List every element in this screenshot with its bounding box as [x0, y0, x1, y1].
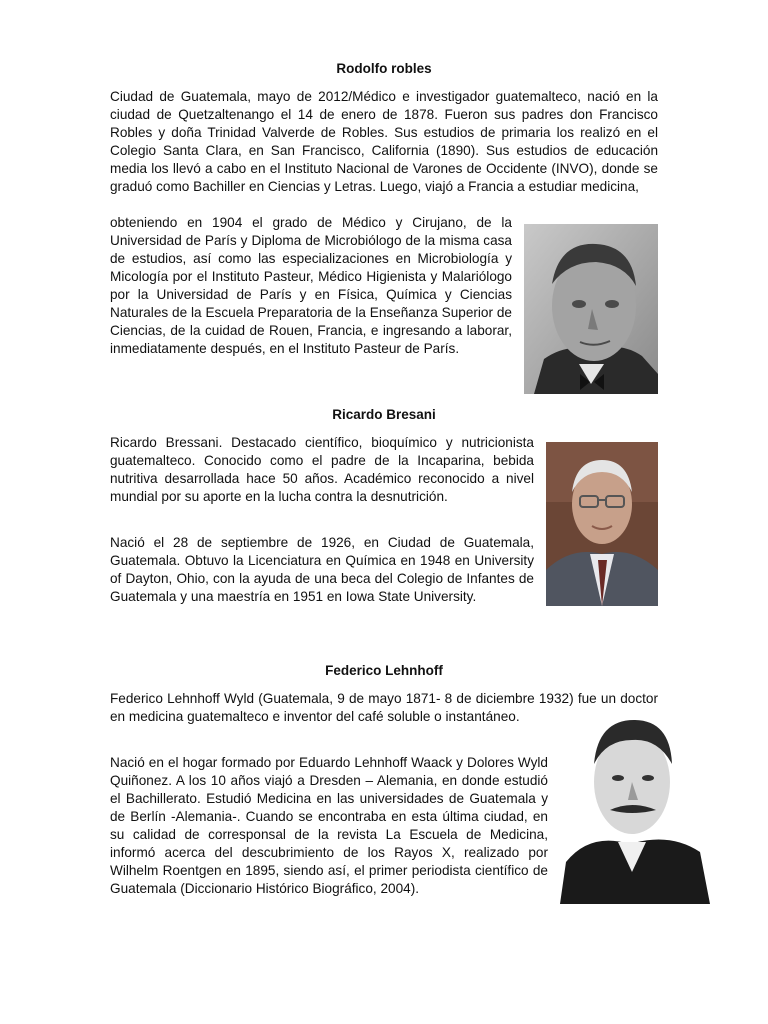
rodolfo-robles-paragraph-1: Ciudad de Guatemala, mayo de 2012/Médico e investigador guatemalteco, nació en la ciudad de Quetzaltenango el 14 de enero de 1878. Fueron sus padres don Francisco Robles y doña Trinidad Valverde de Robles. Sus estudios de primaria los realizó en el Colegio Santa Clara, en San Francisco, California (1890). Sus estudios de educación media los llevó a cabo en el Instituto Nacional de Varones de Occidente (INVO), donde se graduó como Bachiller en Ciencias y Letras. Luego, viajó a Francia a estudiar medicina, — [110, 89, 658, 194]
rodolfo-robles-paragraph-2: obteniendo en 1904 el grado de Médico y Cirujano, de la Universidad de París y Diploma de Microbiólogo de la misma casa de estudios, así como las especializaciones en Microbiología y Micología por el Instituto Pasteur, Médico Higienista y Malariólogo por la Universidad de París y en Física, Química y Ciencias Naturales de la Escuela Preparatoria de la Enseñanza Superior de Ciencias, de la cuidad de Rouen, Francia, e ingresando a laborar, inmediatamente después, en el Instituto Pasteur de París. — [110, 215, 512, 356]
rodolfo-robles-portrait — [524, 224, 658, 394]
ricardo-bresani-paragraph-2: Nació el 28 de septiembre de 1926, en Ciudad de Guatemala, Guatemala. Obtuvo la Licenciatura en Química en 1948 en University of Dayton, Ohio, con la ayuda de una beca del Colegio de Infantes de Guatemala y una maestría en 1951 en Iowa State University. — [110, 535, 534, 604]
federico-lehnhoff-portrait — [560, 712, 710, 904]
federico-lehnhoff-paragraph-2: Nació en el hogar formado por Eduardo Lehnhoff Waack y Dolores Wyld Quiñonez. A los 10 años viajó a Dresden – Alemania, en donde estudió el Bachillerato. Estudió Medicina en las universidades de Guatemala y de Berlín -Alemania-. Cuando se encontraba en esta última ciudad, en su calidad de corresponsal de la revista La Escuela de Medicina, informó acerca del descubrimiento de los Rayos X, realizado por Wilhelm Roentgen en 1895, siendo así, el primer periodista científico de Guatemala (Diccionario Histórico Biográfico, 2004). — [110, 755, 548, 896]
federico-lehnhoff-paragraph-1: Federico Lehnhoff Wyld (Guatemala, 9 de mayo 1871- 8 de diciembre 1932) fue un doctor en medicina guatemalteco e inventor del café soluble o instantáneo. — [110, 691, 658, 724]
section-title-ricardo-bresani: Ricardo Bresani — [332, 407, 436, 422]
ricardo-bresani-portrait — [546, 442, 658, 606]
ricardo-bresani-paragraph-1: Ricardo Bressani. Destacado científico, bioquímico y nutricionista guatemalteco. Conocido como el padre de la Incaparina, bebida nutritiva desarrollada hace 50 años. Académico reconocido a nivel mundial por su aporte en la lucha contra la desnutrición. — [110, 435, 534, 504]
section-title-federico-lehnhoff: Federico Lehnhoff — [325, 663, 443, 678]
section-title-rodolfo-robles: Rodolfo robles — [336, 61, 432, 76]
